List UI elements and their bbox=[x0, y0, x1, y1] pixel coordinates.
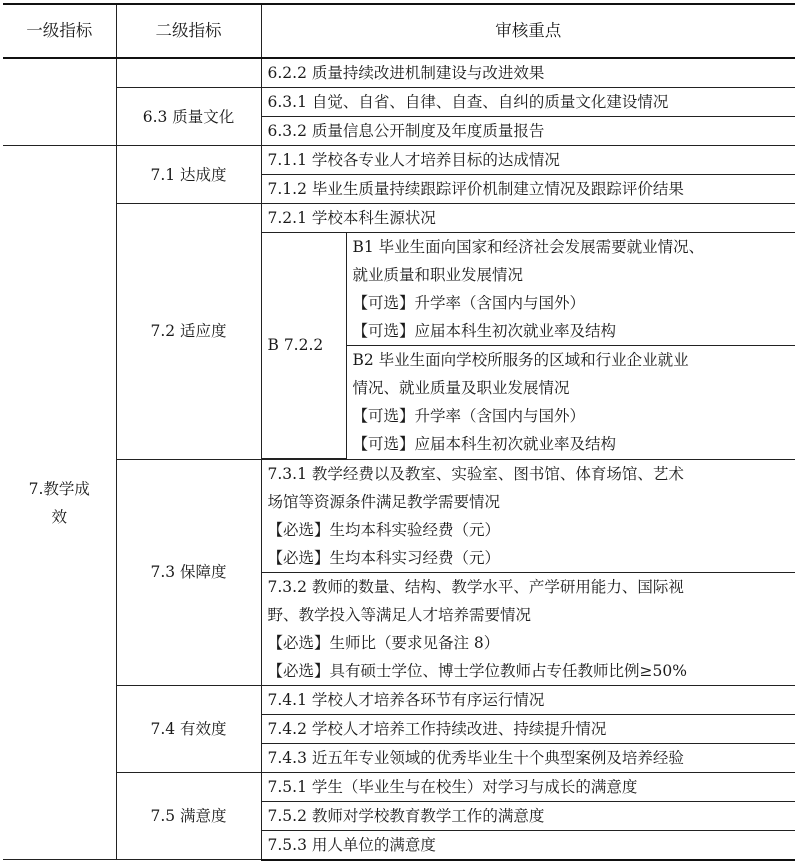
b1-line3: 【可选】升学率（含国内与国外） bbox=[352, 294, 586, 312]
b2-block bbox=[346, 346, 795, 459]
level2-7-3: 7.3 保障度 bbox=[116, 459, 261, 685]
focus-7-5-1: 7.5.1 学生（毕业生与在校生）对学习与成长的满意度 bbox=[261, 772, 795, 801]
level2-6-3: 6.3 质量文化 bbox=[116, 88, 261, 146]
focus-7-2-1: 7.2.1 学校本科生源状况 bbox=[261, 204, 795, 233]
r732-line4: 【必选】具有硕士学位、博士学位教师占专任教师比例≥50% bbox=[267, 661, 687, 680]
header-level1: 一级指标 bbox=[3, 4, 116, 58]
level2-7-1: 7.1 达成度 bbox=[116, 146, 261, 204]
level1-cell-6 bbox=[3, 58, 116, 146]
focus-6-2-2: 6.2.2 质量持续改进机制建设与改进效果 bbox=[261, 58, 795, 88]
focus-7-1-2: 7.1.2 毕业生质量持续跟踪评价机制建立情况及跟踪评价结果 bbox=[261, 175, 795, 204]
b1-line4: 【可选】应届本科生初次就业率及结构 bbox=[352, 322, 617, 340]
level1-7-line2: 效 bbox=[51, 507, 67, 526]
r731-line2: 场馆等资源条件满足教学需要情况 bbox=[267, 492, 501, 511]
table-row bbox=[3, 772, 795, 801]
table-row bbox=[3, 685, 795, 714]
r732-line3: 【必选】生师比（要求见备注 8） bbox=[267, 633, 500, 652]
table-header-row bbox=[3, 4, 795, 58]
level1-7-line1: 7.教学成 bbox=[28, 479, 90, 498]
focus-7-3-2 bbox=[261, 572, 795, 685]
table-row bbox=[3, 459, 795, 572]
focus-7-4-3: 7.4.3 近五年专业领域的优秀毕业生十个典型案例及培养经验 bbox=[261, 743, 795, 772]
b2-line4: 【可选】应届本科生初次就业率及结构 bbox=[352, 435, 617, 453]
header-level2: 二级指标 bbox=[116, 4, 261, 58]
b1-line1: B1 毕业生面向国家和经济社会发展需要就业情况、 bbox=[352, 238, 705, 256]
focus-7-4-1: 7.4.1 学校人才培养各环节有序运行情况 bbox=[261, 685, 795, 714]
focus-7-2-2 bbox=[261, 233, 795, 460]
r732-line2: 野、教学投入等满足人才培养需要情况 bbox=[267, 605, 532, 624]
r731-line4: 【必选】生均本科实习经费（元） bbox=[267, 548, 501, 567]
header-focus: 审核重点 bbox=[261, 4, 795, 58]
b722-label: B 7.2.2 bbox=[262, 233, 347, 458]
r732-line1: 7.3.2 教师的数量、结构、教学水平、产学研用能力、国际视 bbox=[267, 577, 684, 596]
level2-7-2: 7.2 适应度 bbox=[116, 204, 261, 460]
level2-cell-6-2 bbox=[116, 58, 261, 88]
level2-7-5: 7.5 满意度 bbox=[116, 772, 261, 860]
table-row bbox=[3, 204, 795, 233]
b1-line2: 就业质量和职业发展情况 bbox=[352, 266, 524, 284]
level1-7 bbox=[3, 146, 116, 860]
focus-6-3-1: 6.3.1 自觉、自省、自律、自查、自纠的质量文化建设情况 bbox=[261, 88, 795, 117]
focus-7-5-3: 7.5.3 用人单位的满意度 bbox=[261, 830, 795, 860]
focus-6-3-2: 6.3.2 质量信息公开制度及年度质量报告 bbox=[261, 117, 795, 146]
b2-line1: B2 毕业生面向学校所服务的区域和行业企业就业 bbox=[352, 351, 689, 369]
r731-line1: 7.3.1 教学经费以及教室、实验室、图书馆、体育场馆、艺术 bbox=[267, 464, 684, 483]
focus-7-5-2: 7.5.2 教师对学校教育教学工作的满意度 bbox=[261, 801, 795, 830]
level2-7-4: 7.4 有效度 bbox=[116, 685, 261, 772]
table-row bbox=[262, 233, 796, 346]
focus-7-4-2: 7.4.2 学校人才培养工作持续改进、持续提升情况 bbox=[261, 714, 795, 743]
b2-line2: 情况、就业质量及职业发展情况 bbox=[352, 379, 570, 397]
r731-line3: 【必选】生均本科实验经费（元） bbox=[267, 520, 501, 539]
table-row bbox=[3, 88, 795, 117]
b722-subtable bbox=[262, 233, 796, 459]
table-row bbox=[3, 146, 795, 175]
focus-7-1-1: 7.1.1 学校各专业人才培养目标的达成情况 bbox=[261, 146, 795, 175]
review-criteria-table bbox=[3, 3, 795, 861]
table-row bbox=[3, 58, 795, 88]
b1-block bbox=[346, 233, 795, 346]
b2-line3: 【可选】升学率（含国内与国外） bbox=[352, 407, 586, 425]
focus-7-3-1 bbox=[261, 459, 795, 572]
